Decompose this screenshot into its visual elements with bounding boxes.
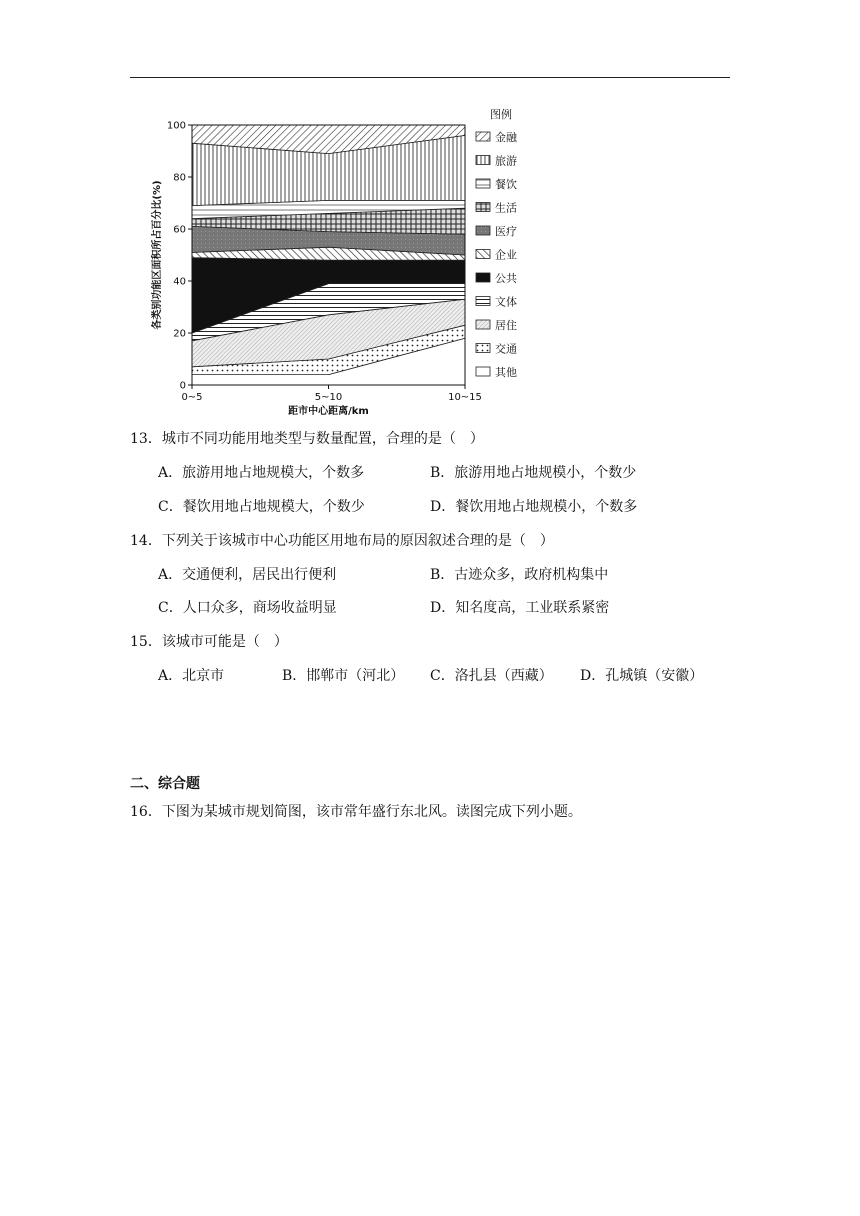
y-tick-label: 100	[166, 120, 186, 132]
chart-legend	[476, 107, 518, 379]
question-13-stem: 13．城市不同功能用地类型与数量配置，合理的是（ ）	[130, 431, 484, 447]
legend-swatch	[476, 297, 490, 306]
legend-swatch	[476, 179, 490, 188]
land-use-chart	[140, 98, 540, 418]
legend-swatch	[476, 367, 490, 376]
question-14-stem: 14．下列关于该城市中心功能区用地布局的原因叙述合理的是（ ）	[130, 533, 554, 549]
question-16-stem: 16．下图为某城市规划简图，该市常年盛行东北风。读图完成下列小题。	[130, 804, 582, 820]
x-axis-label: 距市中心距离/km	[288, 406, 369, 417]
chart-areas	[192, 125, 465, 385]
q15-option-b[interactable]: B．邯郸市（河北）	[282, 668, 405, 684]
legend-label: 文体	[495, 295, 517, 309]
q13-option-a[interactable]: A．旅游用地占地规模大，个数多	[158, 465, 365, 481]
legend-swatch	[476, 344, 490, 353]
legend-swatch	[476, 203, 490, 212]
legend-title: 图例	[490, 108, 512, 121]
header-rule	[130, 77, 730, 78]
legend-label: 居住	[495, 319, 517, 332]
q13-option-c[interactable]: C．餐饮用地占地规模大，个数少	[158, 499, 365, 515]
q15-option-d[interactable]: D．孔城镇（安徽）	[580, 668, 704, 684]
y-tick-label: 60	[173, 224, 186, 236]
q15-option-a[interactable]: A．北京市	[158, 668, 225, 684]
legend-label: 生活	[495, 201, 517, 215]
q14-option-a[interactable]: A．交通便利，居民出行便利	[158, 567, 337, 583]
legend-swatch	[476, 273, 490, 282]
legend-swatch	[476, 226, 490, 235]
legend-label: 餐饮	[495, 178, 517, 191]
x-tick-label: 10~15	[448, 392, 482, 403]
legend-swatch	[476, 250, 490, 259]
legend-label: 其他	[495, 366, 517, 379]
y-axis-label: 各类别功能区面积所占百分比(%)	[152, 180, 163, 330]
legend-swatch	[476, 320, 490, 329]
chart-svg	[140, 98, 540, 418]
y-tick-label: 20	[173, 328, 186, 340]
y-tick-label: 40	[173, 276, 186, 288]
y-tick-label: 80	[173, 172, 186, 184]
q14-option-c[interactable]: C．人口众多，商场收益明显	[158, 600, 337, 616]
legend-swatch	[476, 156, 490, 165]
q13-option-b[interactable]: B．旅游用地占地规模小，个数少	[430, 465, 637, 481]
question-15-stem: 15．该城市可能是（ ）	[130, 634, 288, 650]
legend-label: 公共	[495, 272, 517, 285]
x-tick-label: 5~10	[314, 392, 343, 403]
legend-label: 金融	[495, 131, 517, 144]
q14-option-b[interactable]: B．古迹众多，政府机构集中	[430, 567, 609, 583]
legend-label: 旅游	[495, 154, 517, 168]
legend-label: 医疗	[495, 225, 517, 238]
legend-label: 交通	[495, 342, 517, 356]
y-tick-label: 0	[179, 380, 186, 392]
section-title: 二、综合题	[130, 776, 200, 792]
legend-swatch	[476, 132, 490, 141]
q13-option-d[interactable]: D．餐饮用地占地规模小，个数多	[430, 499, 638, 515]
q14-option-d[interactable]: D．知名度高，工业联系紧密	[430, 600, 610, 616]
q15-option-c[interactable]: C．洛扎县（西藏）	[430, 668, 553, 684]
legend-label: 企业	[495, 248, 517, 262]
x-tick-label: 0~5	[181, 392, 203, 403]
